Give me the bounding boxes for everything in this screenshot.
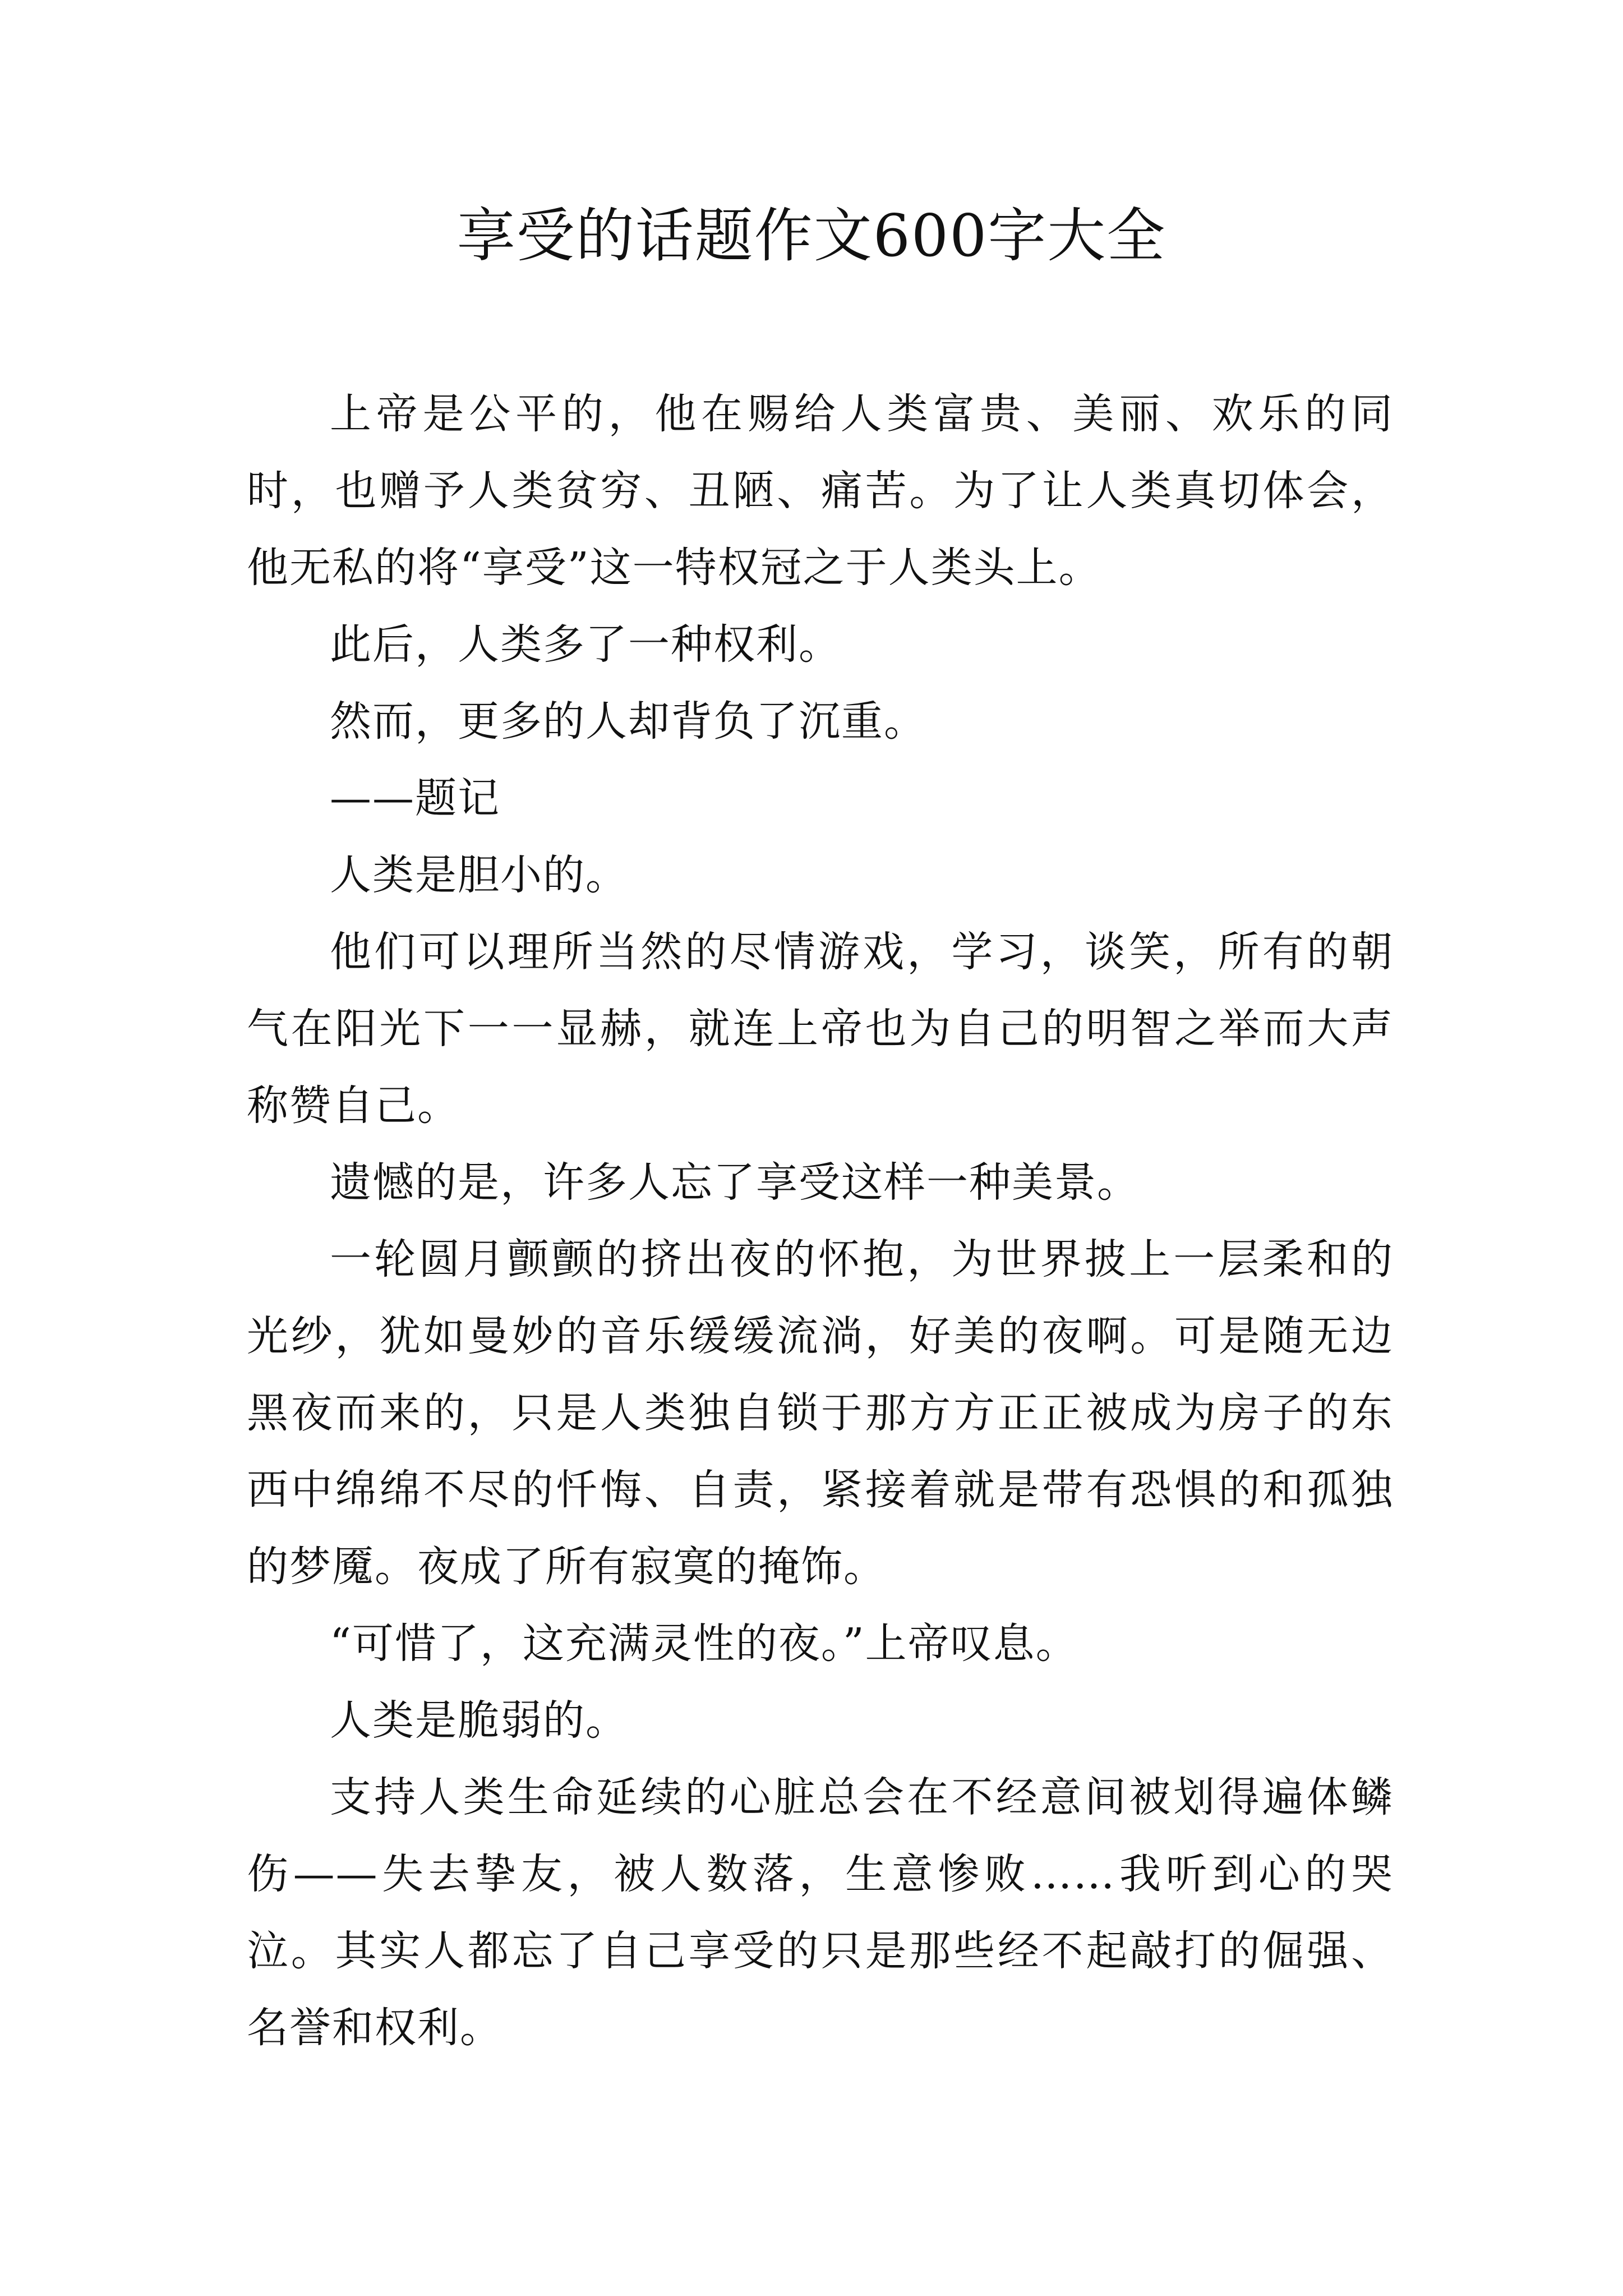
paragraph-heart: 支持人类生命延续的心脏总会在不经意间被划得遍体鳞伤——失去挚友，被人数落，生意惨败……我听到心的哭泣。其实人都忘了自己享受的只是那些经不起敲打的倔强、名誉和权利。 <box>247 1773 1394 2052</box>
paragraph-intro: 上帝是公平的，他在赐给人类富贵、美丽、欢乐的同时，也赠予人类贫穷、丑陋、痛苦。为了让人类真切体会，他无私的将“享受”这一特权冠之于人类头上。 <box>247 390 1394 592</box>
paragraph-epigraph-sign: ——题记 <box>330 774 500 822</box>
paragraph-fragile: 人类是脆弱的。 <box>330 1696 628 1745</box>
paragraph-timid: 人类是胆小的。 <box>330 851 628 899</box>
document-title: 享受的话题作文600字大全 <box>457 201 1166 270</box>
paragraph-rights: 此后，人类多了一种权利。 <box>330 620 841 669</box>
paragraph-night: 一轮圆月颤颤的挤出夜的怀抱，为世界披上一层柔和的光纱，犹如曼妙的音乐缓缓流淌，好美的夜啊。可是随无边黑夜而来的，只是人类独自锁于那方方正正被成为房子的东西中绵绵不尽的忏悔、自责，紧接着就是带有恐惧的和孤独的梦魇。夜成了所有寂寞的掩饰。 <box>247 1235 1394 1591</box>
document-body <box>247 376 1394 2067</box>
paragraph-play: 他们可以理所当然的尽情游戏，学习，谈笑，所有的朝气在阳光下一一显赫，就连上帝也为自己的明智之举而大声称赞自己。 <box>247 928 1394 1130</box>
paragraph-sigh: “可惜了，这充满灵性的夜。”上帝叹息。 <box>330 1619 1078 1668</box>
paragraph-burden: 然而，更多的人却背负了沉重。 <box>330 697 926 746</box>
paragraph-regret: 遗憾的是，许多人忘了享受这样一种美景。 <box>330 1158 1140 1207</box>
